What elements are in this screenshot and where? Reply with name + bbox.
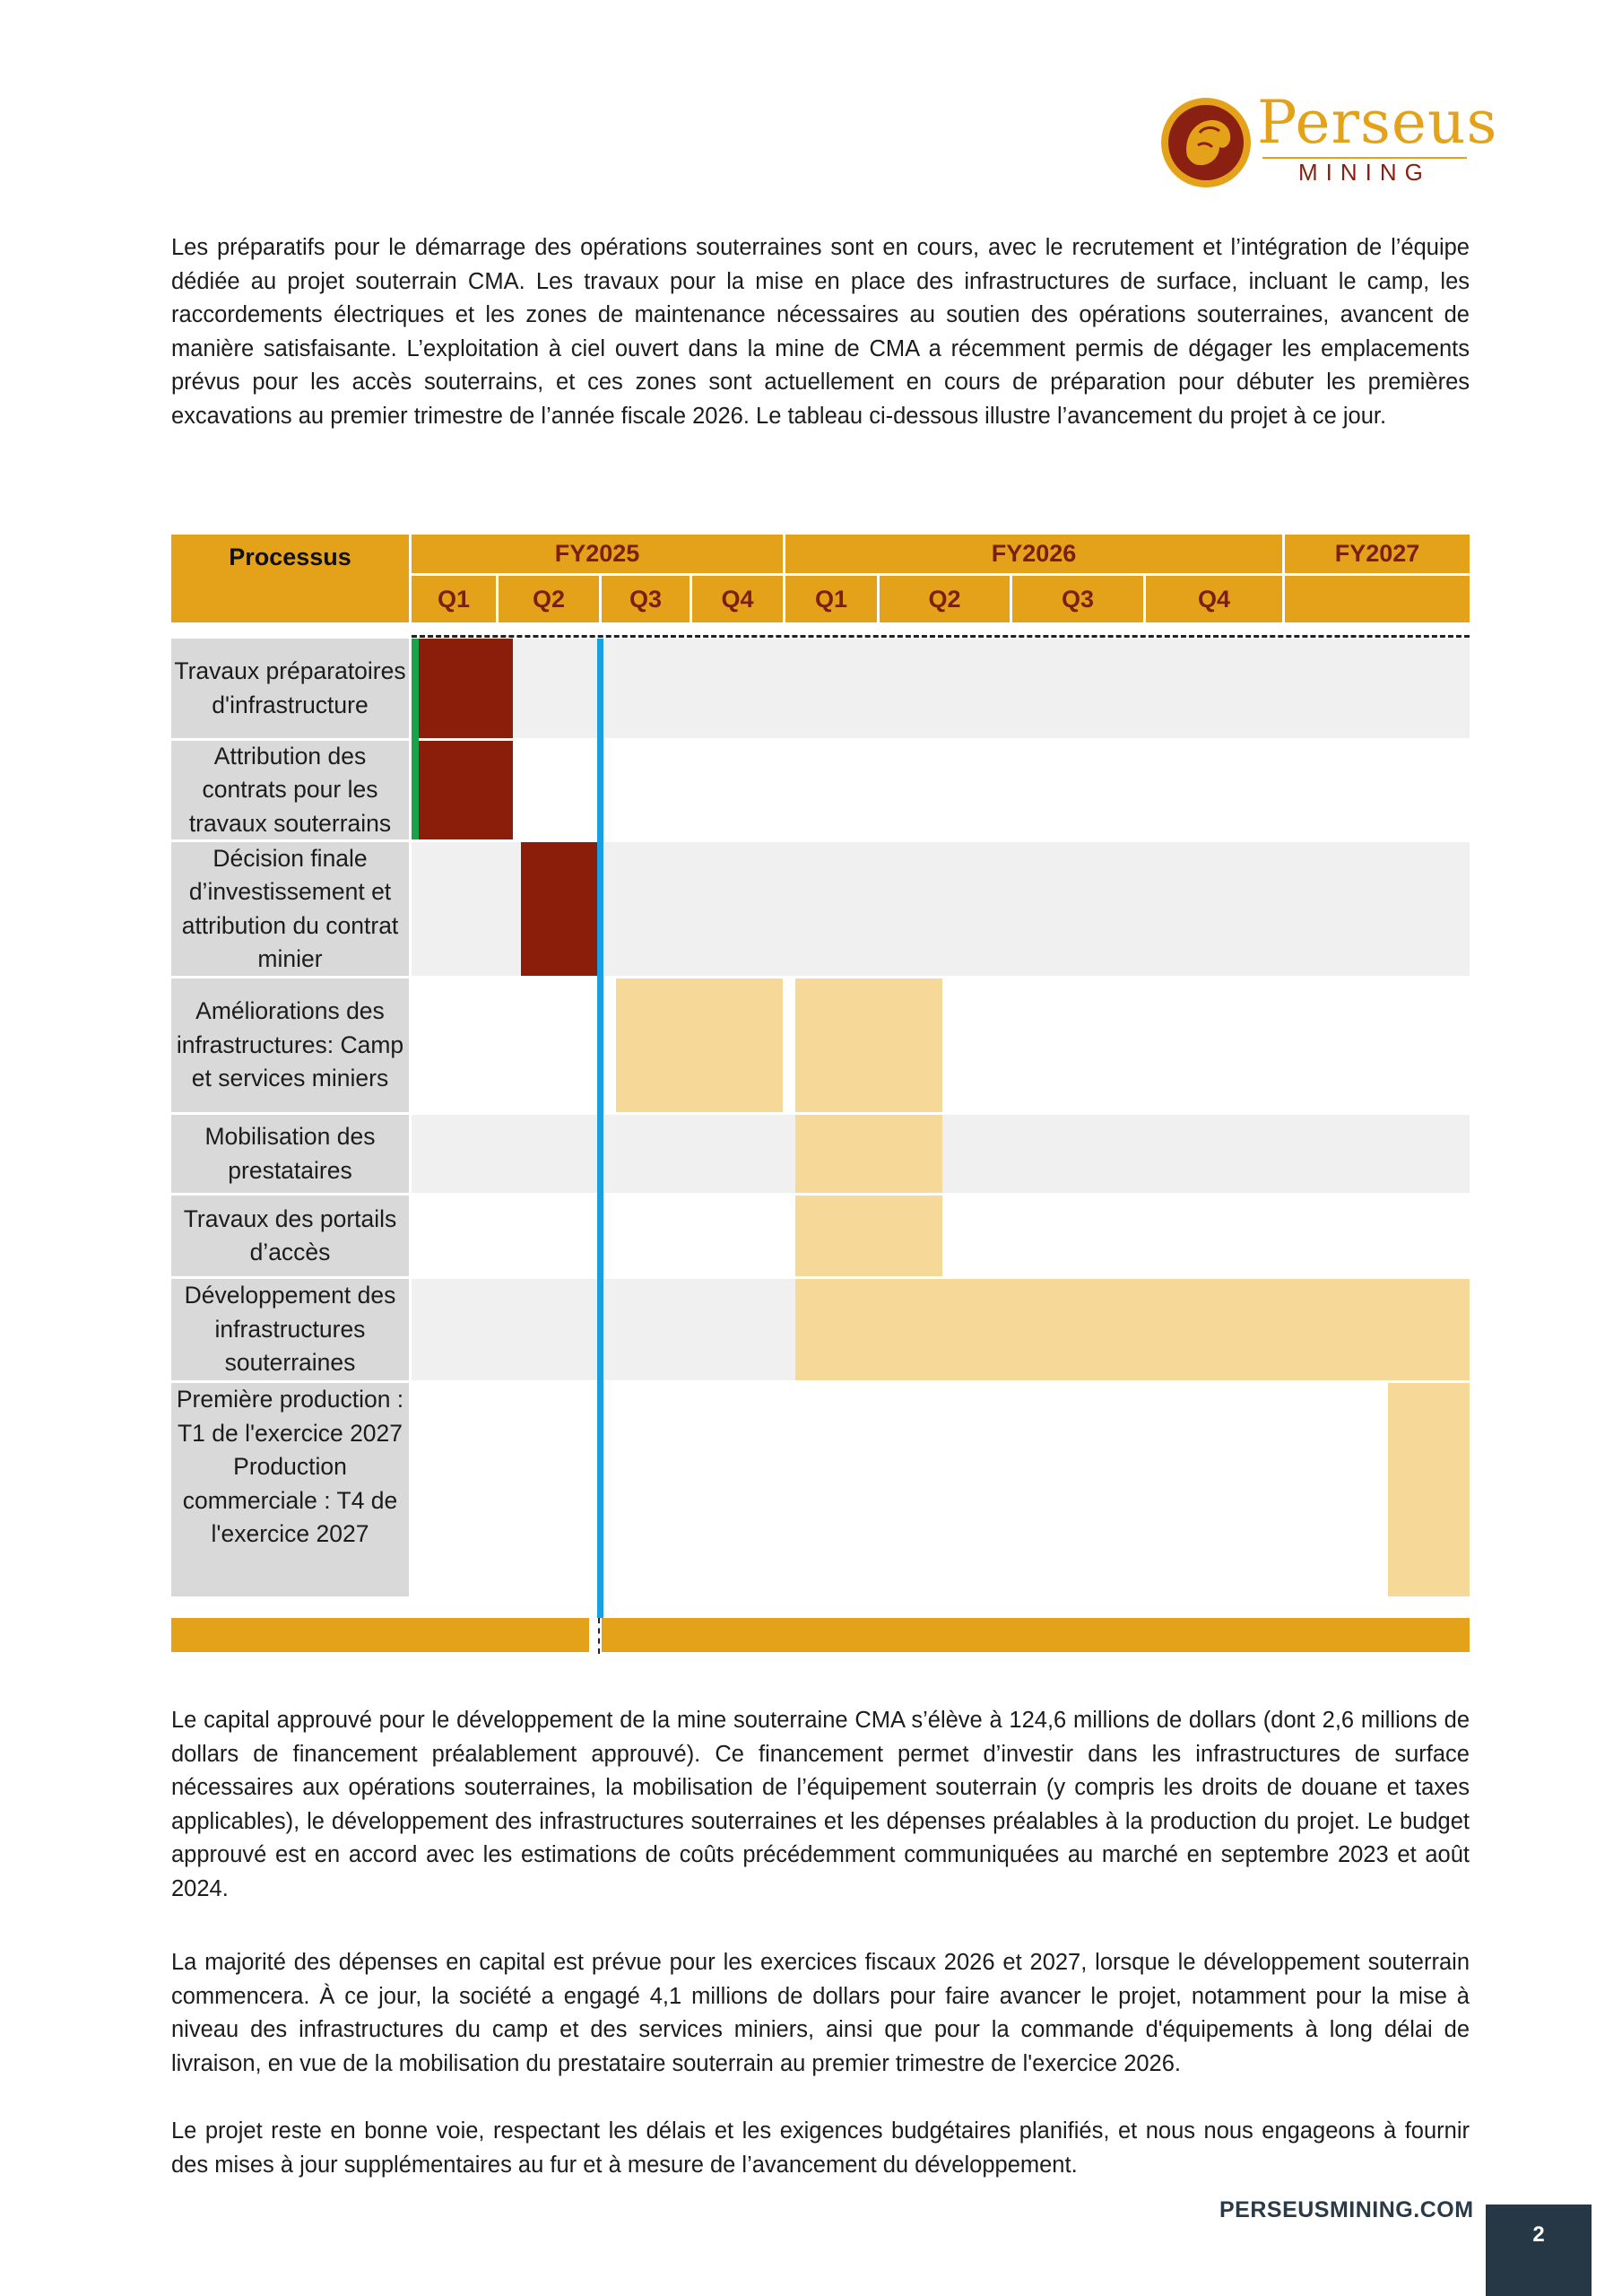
perseus-helmet-icon bbox=[1157, 93, 1255, 192]
row-label: Première production : T1 de l'exercice 2027 Production commerciale : T4 de l'exercice 2027 bbox=[171, 1383, 409, 1596]
row-label: Travaux des portails d’accès bbox=[171, 1196, 409, 1276]
header-divider bbox=[599, 576, 602, 622]
row-label: Attribution des contrats pour les travaux souterrains bbox=[171, 741, 409, 839]
start-marker bbox=[412, 639, 419, 839]
logo-wordmark: Perseus bbox=[1257, 88, 1498, 157]
quarter-header: Q4 bbox=[1146, 576, 1282, 622]
website-link[interactable]: PERSEUSMINING.COM bbox=[1219, 2197, 1474, 2222]
header-dashed-line bbox=[412, 635, 1470, 638]
today-marker bbox=[597, 639, 603, 1618]
completed-bar bbox=[412, 639, 513, 738]
quarter-header: Q2 bbox=[880, 576, 1010, 622]
header-divider bbox=[690, 576, 692, 622]
row-label: Travaux préparatoires d'infrastructure bbox=[171, 639, 409, 738]
planned-bar bbox=[795, 1279, 1470, 1380]
completed-bar bbox=[412, 741, 513, 839]
header-divider bbox=[496, 576, 499, 622]
quarter-header: Q2 bbox=[499, 576, 599, 622]
header-divider bbox=[409, 535, 412, 622]
header-divider bbox=[1010, 576, 1012, 622]
perseus-mining-logo bbox=[1157, 88, 1498, 192]
quarter-header: Q3 bbox=[1012, 576, 1143, 622]
planned-bar bbox=[1388, 1383, 1470, 1596]
planned-bar bbox=[795, 978, 942, 1112]
year-header-fy2026: FY2026 bbox=[785, 535, 1282, 573]
table-footer-band bbox=[171, 1618, 1470, 1652]
year-header-fy2025: FY2025 bbox=[412, 535, 783, 573]
outlook-paragraph: Le projet reste en bonne voie, respectant les délais et les exigences budgétaires planifiés, et nous nous engageons à fournir des mises à jour supplémentaires au fur et à mesure de l’avancement du développement. bbox=[171, 2118, 1470, 2178]
header-divider bbox=[412, 573, 1470, 576]
expenditure-paragraph: La majorité des dépenses en capital est prévue pour les exercices fiscaux 2026 et 2027, lorsque le développement souterrain commencera. À ce jour, la société a engagé 4,1 millions de dollars pour faire avancer le projet, notamment pour la mise à niveau des infrastructures du camp et des services miniers, ainsi que pour la commande d'équipements à long délai de livraison, en vue de la mobilisation du prestataire souterrain au premier trimestre de l'exercice 2026. bbox=[171, 1950, 1470, 2076]
process-header: Processus bbox=[171, 535, 409, 622]
page-number: 2 bbox=[1486, 2205, 1592, 2296]
quarter-header: Q4 bbox=[692, 576, 783, 622]
quarter-header: Q1 bbox=[785, 576, 877, 622]
header-divider bbox=[877, 576, 880, 622]
row-label: Améliorations des infrastructures: Camp et services miniers bbox=[171, 978, 409, 1112]
quarter-header: Q1 bbox=[412, 576, 496, 622]
row-label: Développement des infrastructures souterraines bbox=[171, 1279, 409, 1380]
intro-paragraph: Les préparatifs pour le démarrage des opérations souterraines sont en cours, avec le recrutement et l’intégration de l’équipe dédiée au projet souterrain CMA. Les travaux pour la mise en place des infrastructures de surface, incluant le camp, les raccordements électriques et les zones de maintenance nécessaires au soutien des opérations souterraines, avancent de manière satisfaisante. L’exploitation à ciel ouvert dans la mine de CMA a récemment permis de dégager les emplacements prévus pour les accès souterrains, et ces zones sont actuellement en cours de préparation pour débuter les premières excavations au premier trimestre de l’année fiscale 2026. Le tableau ci-dessous illustre l’avancement du projet à ce jour. bbox=[171, 235, 1470, 429]
planned-bar bbox=[616, 978, 783, 1112]
year-header-fy2027: FY2027 bbox=[1285, 535, 1470, 573]
completed-bar bbox=[521, 842, 598, 976]
header-divider bbox=[783, 535, 785, 622]
project-schedule-table bbox=[171, 535, 1470, 1641]
capital-paragraph: Le capital approuvé pour le développement de la mine souterraine CMA s’élève à 124,6 millions de dollars (dont 2,6 millions de dollars de financement préalablement approuvé). Ce financement permet d’investir dans les infrastructures de surface nécessaires aux opérations souterraines, la mobilisation de l’équipement souterrain (y compris les droits de douane et taxes applicables), le développement des infrastructures souterraines et les dépenses préalables à la production du projet. Le budget approuvé est en accord avec les estimations de coûts précédemment communiquées au marché en septembre 2023 et août 2024. bbox=[171, 1708, 1470, 1901]
row-background bbox=[412, 639, 1470, 738]
row-label: Mobilisation des prestataires bbox=[171, 1115, 409, 1193]
logo-subtitle: MINING bbox=[1298, 159, 1431, 186]
row-label: Décision finale d’investissement et attribution du contrat minier bbox=[171, 842, 409, 976]
header-divider bbox=[1282, 535, 1285, 622]
planned-bar bbox=[795, 1196, 942, 1276]
header-divider bbox=[1143, 576, 1146, 622]
planned-bar bbox=[795, 1115, 942, 1193]
quarter-header: Q3 bbox=[602, 576, 690, 622]
today-marker-dashed bbox=[598, 1618, 600, 1654]
